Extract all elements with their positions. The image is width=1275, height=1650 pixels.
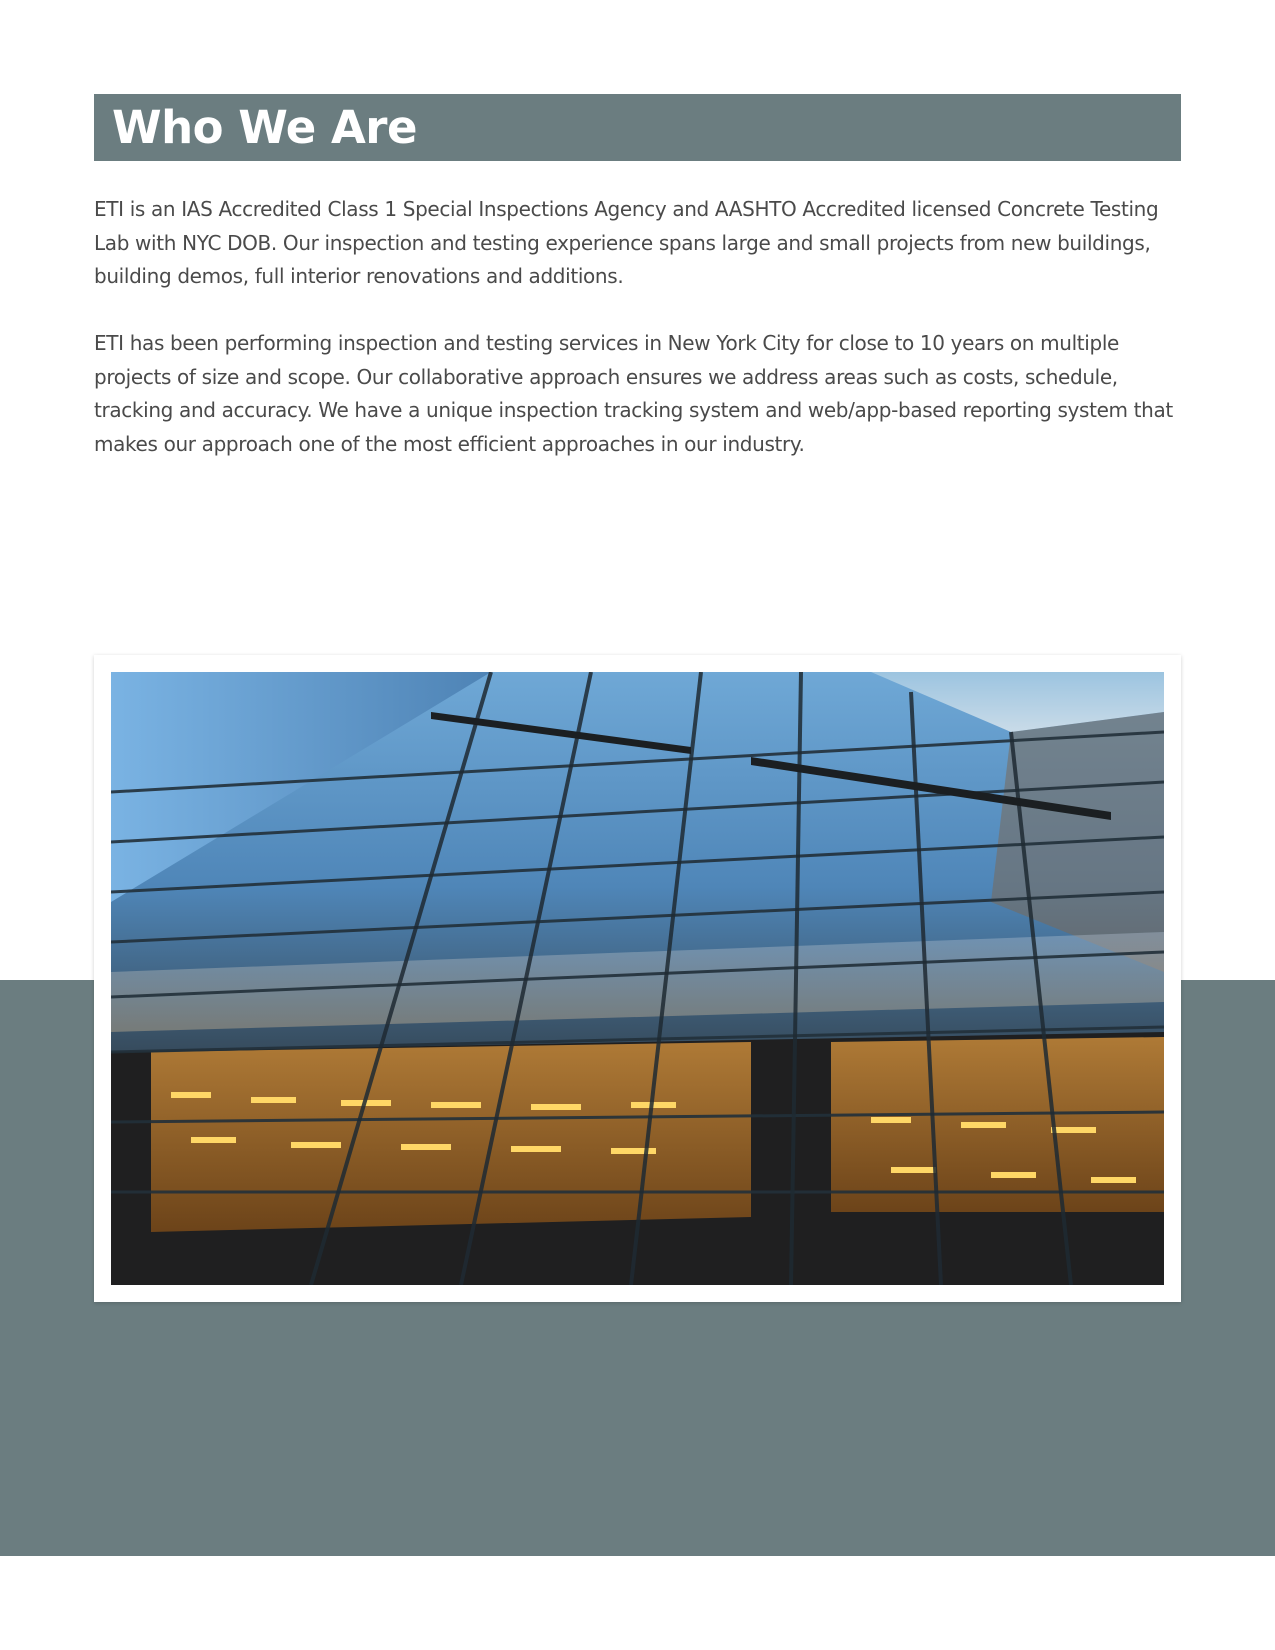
building-photo (111, 672, 1164, 1285)
intro-paragraph-2: ETI has been performing inspection and testing services in New York City for close to 10 years on multiple projects of size and scope. Our collaborative approach ensures we address areas such as costs, schedule, tracking and accuracy. We have a unique inspection tracking system and web/app-based reporting system that makes our approach one of the most efficient approaches in our industry. (94, 331, 1173, 456)
title-banner (94, 94, 1181, 161)
intro-paragraph-1: ETI is an IAS Accredited Class 1 Special Inspections Agency and AASHTO Accredited licensed Concrete Testing Lab with NYC DOB. Our inspection and testing experience spans large and small projects from new buildings, building demos, full interior renovations and additions. (94, 197, 1159, 288)
page-title: Who We Are (112, 101, 418, 154)
intro-text (94, 193, 1186, 461)
photo-frame (94, 655, 1181, 1302)
